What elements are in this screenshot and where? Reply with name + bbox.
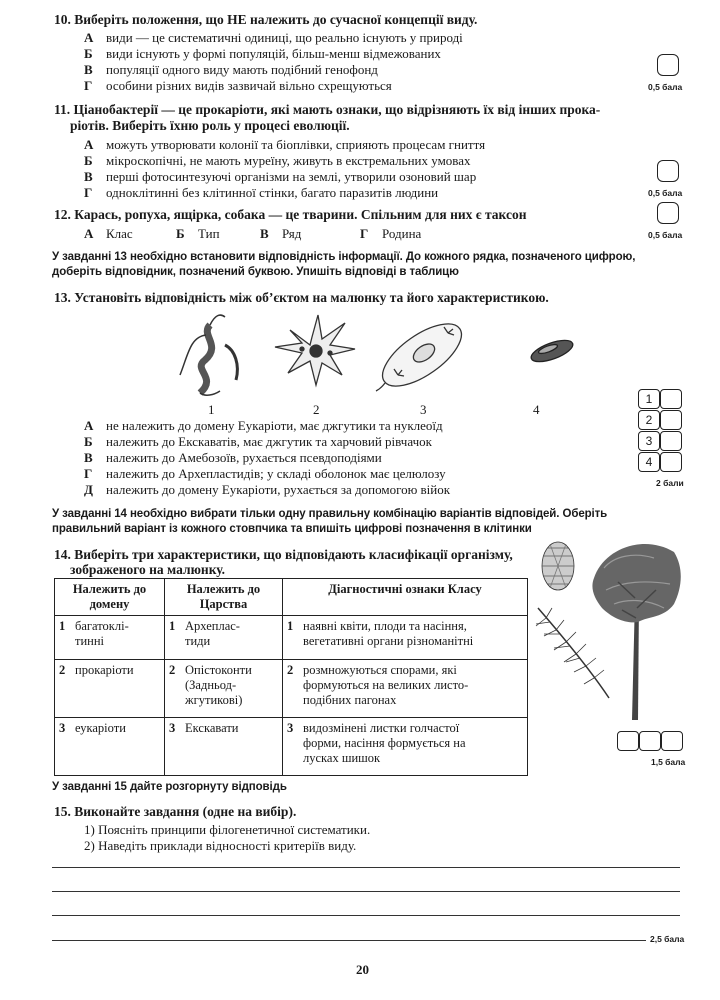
q10-title: 10. Виберіть положення, що НЕ належить до сучасної концепції виду. — [54, 12, 478, 27]
q11-option-a: А можуть утворювати колонії та біоплівки, сприяють процесам гниття — [84, 137, 486, 152]
answer-line[interactable] — [52, 915, 680, 916]
q14-score: 1,5 бала — [651, 757, 686, 767]
table-row: 3 еукаріоти 3 Екскавати 3 видозмінені листки голчастої форми, насіння формується на лусках шишок — [55, 718, 528, 776]
pine-tree-illustration — [534, 538, 684, 728]
q15-item-2: 2) Наведіть приклади відносності критеріїв виду. — [84, 838, 357, 853]
q13-score: 2 бали — [656, 478, 684, 488]
organism-2-amoeba — [275, 315, 355, 385]
organism-4-bacterium — [529, 336, 576, 366]
q11-title-line2: ріотів. Виберіть їхню роль у процесі еволюції. — [70, 118, 350, 133]
q13-organism-illustrations — [170, 305, 590, 405]
instruction-14-line1: У завданні 14 необхідно вибрати тільки одну правильну комбінацію варіантів відповідей. Оберіть — [52, 508, 608, 520]
q13-option-e: Д належить до домену Еукаріоти, рухається за допомогою війок — [84, 482, 451, 497]
answer-line[interactable] — [52, 940, 646, 941]
q14-answer-cell-1[interactable] — [617, 731, 639, 751]
page-number: 20 — [356, 962, 369, 977]
table-header-row — [55, 579, 528, 616]
q14-title-line1: 14. Виберіть три характеристики, що відповідають класифікації організму, — [54, 547, 513, 562]
q13-answer-label-1: 1 — [638, 389, 660, 409]
q11-score: 0,5 бала — [648, 188, 683, 198]
header-domain: Належить до домену — [55, 579, 165, 616]
q15-title: 15. Виконайте завдання (одне на вибір). — [54, 804, 297, 819]
table-row: 1 багатоклі- тинні 1 Археплас- тиди 1 наявні квіти, плоди та насіння, вегетативні органи різноманітні — [55, 616, 528, 660]
q13-image-number-3: 3 — [420, 402, 427, 417]
organism-3-paramecium — [373, 312, 471, 398]
q13-answer-label-4: 4 — [638, 452, 660, 472]
q13-answer-cell-2[interactable] — [660, 410, 682, 430]
instruction-15: У завданні 15 дайте розгорнуту відповідь — [52, 781, 287, 793]
q14-classification-table — [54, 578, 528, 776]
q12-option-a: А Клас — [84, 226, 133, 241]
q11-option-c: В перші фотосинтезуючі організми на землі, утворили озоновий шар — [84, 169, 477, 184]
q11-option-d: Г одноклітинні без клітинної стінки, багато паразитів людини — [84, 185, 439, 200]
organism-1-flagellate — [180, 315, 237, 395]
header-class-features: Діагностичні ознаки Класу — [283, 579, 528, 616]
q13-title: 13. Установіть відповідність між об’єктом на малюнку та його характеристикою. — [54, 290, 549, 305]
instruction-14-line2: правильний варіант із кожного стовпчика та впишіть цифрові позначення в клітинки — [52, 523, 532, 535]
q13-option-c: В належить до Амебозоїв, рухається псевдоподіями — [84, 450, 382, 465]
q13-answer-cell-4[interactable] — [660, 452, 682, 472]
q10-option-b: Б види існують у формі популяцій, більш-менш відмежованих — [84, 46, 441, 61]
q12-title: 12. Карась, ропуха, ящірка, собака — це тварини. Спільним для них є таксон — [54, 207, 527, 222]
q13-option-d: Г належить до Архепластидів; у складі оболонок має целюлозу — [84, 466, 446, 481]
q13-option-b: Б належить до Екскаватів, має джгутик та харчовий рівчачок — [84, 434, 432, 449]
q14-answer-cell-2[interactable] — [639, 731, 661, 751]
q13-image-number-2: 2 — [313, 402, 320, 417]
q14-answer-cell-3[interactable] — [661, 731, 683, 751]
q13-answer-cell-1[interactable] — [660, 389, 682, 409]
q12-option-d: Г Родина — [360, 226, 422, 241]
q13-answer-label-3: 3 — [638, 431, 660, 451]
q15-item-1: 1) Поясніть принципи філогенетичної систематики. — [84, 822, 371, 837]
q14-title-line2: зображеного на малюнку. — [70, 562, 226, 577]
q12-option-b: Б Тип — [176, 226, 220, 241]
q10-option-d: Г особини різних видів зазвичай вільно схрещуються — [84, 78, 392, 93]
header-kingdom: Належить до Царства — [165, 579, 283, 616]
q12-score: 0,5 бала — [648, 230, 683, 240]
answer-line[interactable] — [52, 867, 680, 868]
answer-line[interactable] — [52, 891, 680, 892]
q10-option-c: В популяції одного виду мають подібний генофонд — [84, 62, 378, 77]
q11-answer-box[interactable] — [657, 160, 679, 182]
q13-image-number-1: 1 — [208, 402, 215, 417]
q10-answer-box[interactable] — [657, 54, 679, 76]
q11-title-line1: 11. Ціанобактерії — це прокаріоти, які мають ознаки, що відрізняють їх від інших прока- — [54, 102, 601, 117]
q13-option-a: А не належить до домену Еукаріоти, має джгутики та нуклеоїд — [84, 418, 443, 433]
q11-option-b: Б мікроскопічні, не мають муреїну, живуть в екстремальних умовах — [84, 153, 471, 168]
pine-branch-icon — [536, 608, 609, 698]
q10-score: 0,5 бала — [648, 82, 683, 92]
pine-cone-icon — [542, 542, 574, 590]
q13-image-number-4: 4 — [533, 402, 540, 417]
q12-option-c: В Ряд — [260, 226, 302, 241]
instruction-13-line2: доберіть відповідник, позначений буквою. Упишіть відповіді в таблицю — [52, 266, 459, 278]
q13-answer-label-2: 2 — [638, 410, 660, 430]
q13-answer-cell-3[interactable] — [660, 431, 682, 451]
q12-answer-box[interactable] — [657, 202, 679, 224]
q10-option-a: А види — це систематичні одиниці, що реально існують у природі — [84, 30, 463, 45]
q15-score: 2,5 бала — [650, 934, 685, 944]
table-row: 2 прокаріоти 2 Опістоконти (Задньод- жгутикові) 2 розмножуються спорами, які формуються на великих листо- подібних пагонах — [55, 660, 528, 718]
instruction-13-line1: У завданні 13 необхідно встановити відповідність інформації. До кожного рядка, позначеного цифрою, — [52, 251, 636, 263]
